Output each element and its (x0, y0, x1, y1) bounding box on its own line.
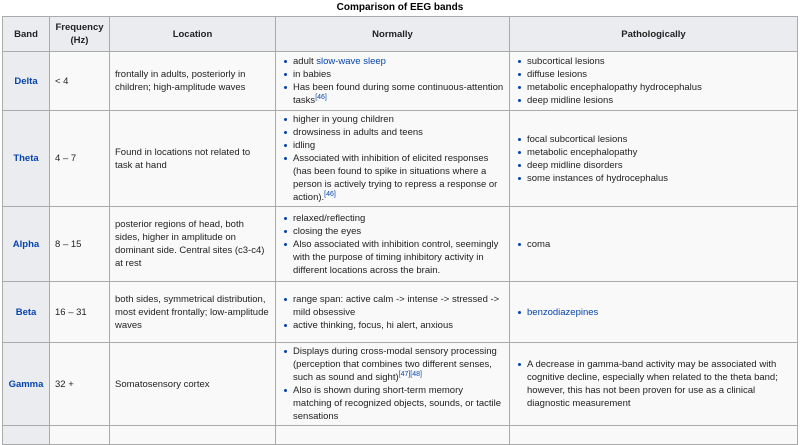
list-item (291, 319, 504, 332)
normal-list (281, 345, 504, 423)
citation-link[interactable]: [46] (324, 190, 336, 198)
path-text: deep midline disorders (527, 159, 623, 171)
path-text: diffuse lesions (527, 69, 588, 80)
path-text: A decrease in gamma-band activity may be associated with cognitive decline, especially when related to the theta band; however, this has not been proven for use as a clinical diagnostic measurement (527, 359, 778, 409)
pathologically-cell (510, 111, 798, 207)
normal-text: closing the eyes (293, 225, 362, 237)
normally-cell (276, 52, 510, 111)
path-list (515, 358, 792, 410)
path-list (515, 306, 792, 319)
header-location: Location (110, 17, 276, 52)
header-normally: Normally (276, 17, 510, 52)
table-row (3, 52, 798, 111)
pathologically-cell (510, 52, 798, 111)
band-cell-empty (3, 426, 50, 445)
location-cell-empty (110, 426, 276, 445)
list-item (291, 55, 504, 68)
freq-cell-empty (50, 426, 110, 445)
location-cell: frontally in adults, posteriorly in children; high-amplitude waves (110, 52, 276, 111)
normal-text: in babies (293, 69, 332, 80)
list-item (525, 133, 792, 146)
normal-text: Also is shown during short-term memory matching of recognized objects, sounds, or tactile sensations (293, 385, 502, 422)
citation-link[interactable]: [47][48] (398, 370, 422, 378)
path-text: metabolic encephalopathy hydrocephalus (527, 82, 702, 93)
band-name-link[interactable]: Gamma (3, 343, 50, 426)
path-text: some instances of hydrocephalus (527, 172, 668, 184)
eeg-bands-table (2, 16, 798, 445)
list-item (525, 94, 792, 107)
citation-link[interactable]: [46] (315, 93, 327, 101)
normal-text: drowsiness in adults and teens (293, 127, 423, 138)
path-text: metabolic encephalopathy (527, 146, 638, 158)
list-item (291, 384, 504, 423)
location-cell: both sides, symmetrical distribution, most evident frontally; low-amplitude waves (110, 282, 276, 343)
pathologically-cell (510, 207, 798, 282)
table-row (3, 207, 798, 282)
list-item (525, 358, 792, 410)
list-item (525, 172, 792, 185)
table-row (3, 111, 798, 207)
normal-cell-empty (276, 426, 510, 445)
list-item (291, 345, 504, 384)
pathologically-cell (510, 343, 798, 426)
path-link[interactable]: benzodiazepines (527, 306, 599, 318)
table-row-partial (3, 426, 798, 445)
frequency-cell: 32 + (50, 343, 110, 426)
pathologically-cell (510, 282, 798, 343)
normally-cell (276, 282, 510, 343)
list-item (291, 225, 504, 238)
frequency-cell: 16 – 31 (50, 282, 110, 343)
normal-text: idling (293, 140, 316, 151)
normal-text: adult (293, 56, 317, 67)
band-name-link[interactable]: Beta (3, 282, 50, 343)
location-cell: Somatosensory cortex (110, 343, 276, 426)
band-name-link[interactable]: Alpha (3, 207, 50, 282)
path-text: subcortical lesions (527, 56, 605, 67)
list-item (291, 152, 504, 204)
normal-text: Has been found during some continuous-attention tasks (293, 82, 504, 106)
normal-text: Associated with inhibition of elicited responses (has been found to spike in situations where a person is actively trying to repress a response or action). (293, 153, 498, 203)
normal-list (281, 55, 504, 107)
normal-text: range span: active calm -> intense -> stressed -> mild obsessive (293, 293, 500, 318)
normal-text: active thinking, focus, hi alert, anxious (293, 319, 454, 331)
location-cell: posterior regions of head, both sides, higher in amplitude on dominant side. Central sites (c3-c4) at rest (110, 207, 276, 282)
normally-cell (276, 207, 510, 282)
normal-link[interactable]: slow-wave sleep (316, 56, 386, 67)
header-pathologically: Pathologically (510, 17, 798, 52)
header-frequency: Frequency (Hz) (50, 17, 110, 52)
table-row (3, 282, 798, 343)
path-text: deep midline lesions (527, 95, 614, 106)
normal-list (281, 113, 504, 204)
path-list (515, 238, 792, 251)
list-item (525, 159, 792, 172)
list-item (291, 68, 504, 81)
list-item (291, 212, 504, 225)
list-item (291, 293, 504, 319)
band-name-link[interactable]: Delta (3, 52, 50, 111)
frequency-cell: 4 – 7 (50, 111, 110, 207)
table-caption: Comparison of EEG bands (336, 2, 464, 13)
list-item (291, 113, 504, 126)
normal-text: relaxed/reflecting (293, 212, 366, 224)
path-list (515, 133, 792, 185)
list-item (291, 81, 504, 107)
list-item (525, 238, 792, 251)
list-item (291, 238, 504, 277)
normal-list (281, 212, 504, 277)
normal-text: Displays during cross-modal sensory processing (perception that combines two different senses, such as sound and sight) (293, 346, 497, 383)
frequency-cell: < 4 (50, 52, 110, 111)
path-list (515, 55, 792, 107)
header-row (3, 17, 798, 52)
normally-cell (276, 343, 510, 426)
path-text: focal subcortical lesions (527, 133, 628, 145)
list-item (291, 139, 504, 152)
path-text: coma (527, 238, 551, 250)
list-item (525, 55, 792, 68)
normally-cell (276, 111, 510, 207)
list-item (525, 68, 792, 81)
normal-text: Also associated with inhibition control, seemingly with the purpose of timing inhibitory activity in different locations across the brain. (293, 238, 499, 276)
frequency-cell: 8 – 15 (50, 207, 110, 282)
table-row (3, 343, 798, 426)
header-band: Band (3, 17, 50, 52)
list-item (525, 81, 792, 94)
band-name-link[interactable]: Theta (3, 111, 50, 207)
path-cell-empty (510, 426, 798, 445)
list-item (525, 146, 792, 159)
list-item (291, 126, 504, 139)
normal-text: higher in young children (293, 114, 394, 125)
location-cell: Found in locations not related to task at hand (110, 111, 276, 207)
normal-list (281, 293, 504, 332)
list-item (525, 306, 792, 319)
